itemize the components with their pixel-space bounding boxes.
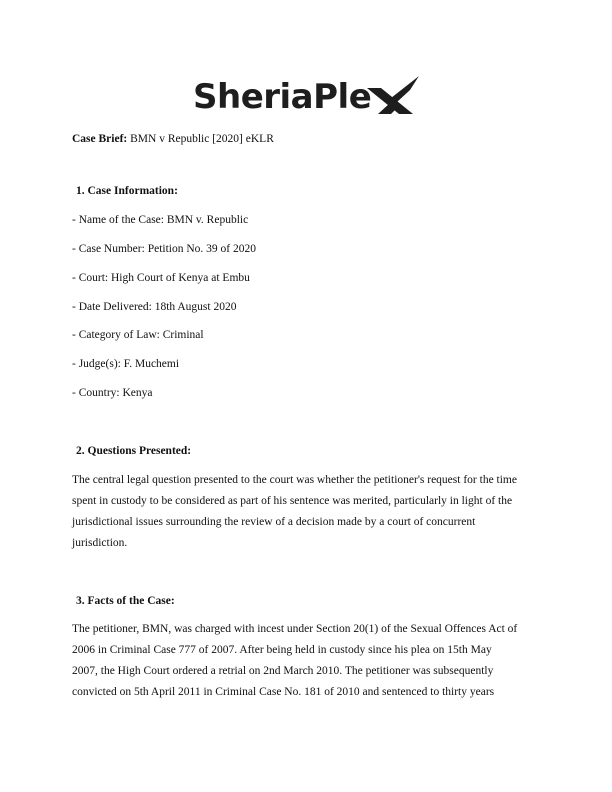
questions-paragraph-line: The central legal question presented to the court was whether the petitioner's request for the time [72, 474, 517, 486]
facts-paragraph-line: The petitioner, BMN, was charged with incest under Section 20(1) of the Sexual Offences Act of [72, 623, 518, 635]
logo-x-icon [367, 76, 419, 114]
section-heading-facts: 3. Facts of the Case: [76, 595, 175, 607]
case-info-court: - Court: High Court of Kenya at Embu [72, 272, 250, 284]
facts-paragraph-line: 2006 in Criminal Case 777 of 2007. After being held in custody since his plea on 15th May [72, 644, 492, 656]
case-brief-label: Case Brief: [72, 133, 128, 145]
case-brief-title: BMN v Republic [2020] eKLR [130, 133, 274, 145]
questions-paragraph-line: jurisdiction. [72, 537, 128, 549]
logo-wordmark: SheriaPle [193, 77, 372, 117]
facts-paragraph-line: convicted on 5th April 2011 in Criminal Case No. 181 of 2010 and sentenced to thirty years [72, 686, 495, 698]
questions-paragraph-line: jurisdictional issues surrounding the review of a decision made by a court of concurrent [72, 516, 476, 528]
case-info-judge: - Judge(s): F. Muchemi [72, 358, 180, 370]
case-brief-line [72, 133, 274, 145]
case-info-category: - Category of Law: Criminal [72, 329, 204, 341]
case-info-country: - Country: Kenya [72, 387, 153, 399]
questions-paragraph-line: spent in custody to be considered as part of his sentence was merited, particularly in light of the [72, 495, 513, 507]
case-info-date: - Date Delivered: 18th August 2020 [72, 301, 237, 313]
case-info-number: - Case Number: Petition No. 39 of 2020 [72, 243, 256, 255]
sheriaplex-logo-mark [191, 70, 421, 120]
section-heading-questions-presented: 2. Questions Presented: [76, 445, 192, 457]
case-info-name: - Name of the Case: BMN v. Republic [72, 214, 249, 226]
section-heading-case-information: 1. Case Information: [76, 185, 178, 197]
facts-paragraph-line: 2007, the High Court ordered a retrial on 2nd March 2010. The petitioner was subsequently [72, 665, 494, 677]
sheriaplex-logo [0, 70, 612, 125]
